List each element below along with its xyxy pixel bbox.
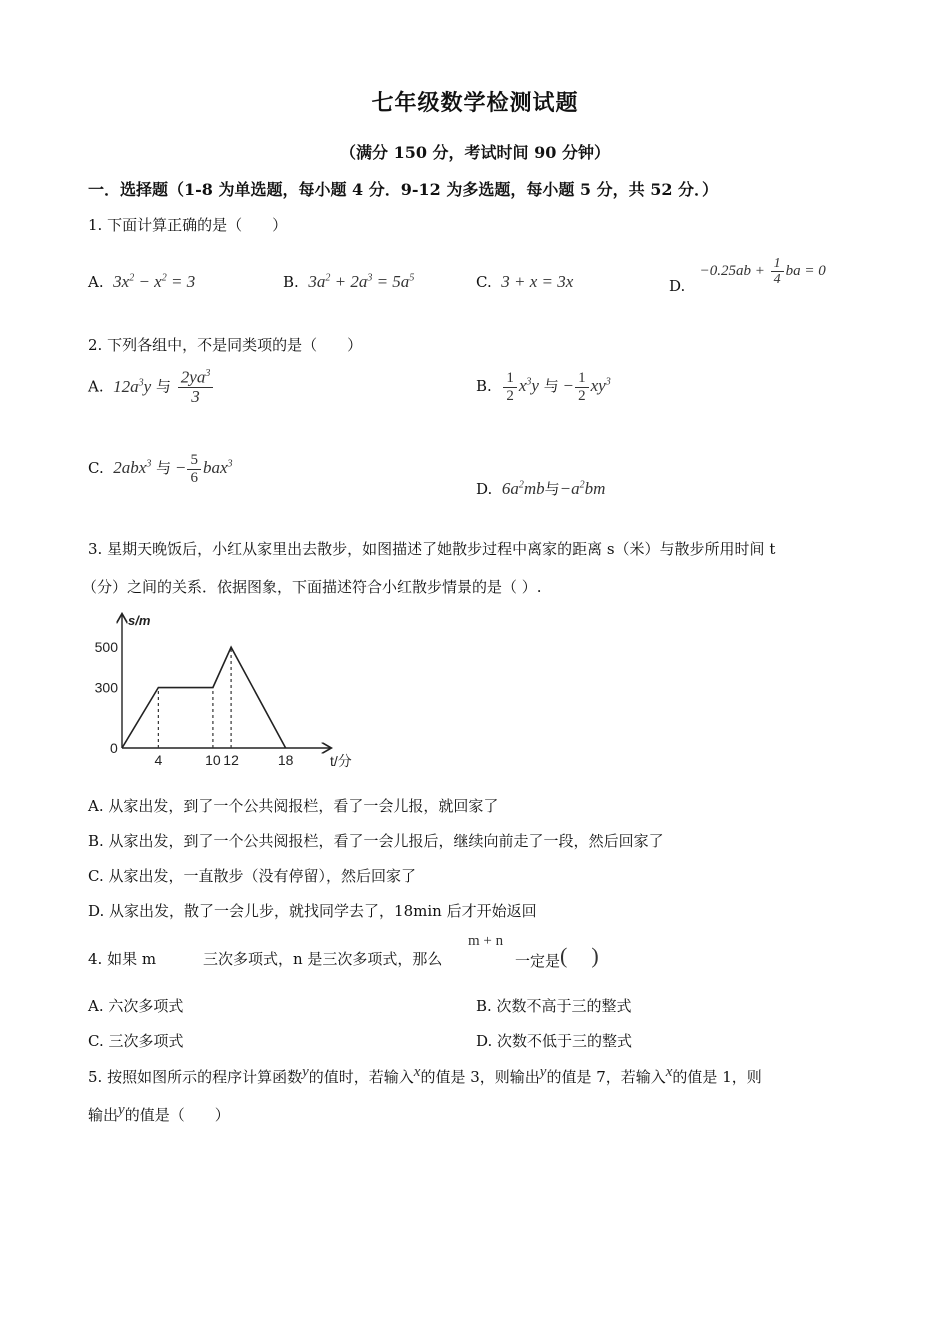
q4-option-b: B. 次数不高于三的整式: [476, 997, 632, 1015]
q2-option-a: A. $12a^3y$ 与 $\frac{2ya^3}{3}$: [88, 368, 215, 407]
question-1-stem: 1. 下面计算正确的是（ ）: [88, 216, 288, 234]
chart-y-tick-label: 300: [94, 679, 118, 696]
chart-x-tick-label: 18: [277, 752, 294, 768]
q1-option-b: B. $3a^2 + 2a^3 = 5a^5$: [283, 272, 415, 291]
q4-option-a: A. 六次多项式: [88, 997, 184, 1015]
chart-y-tick-label: 500: [94, 639, 118, 656]
q2-option-b: B. $\frac{1}{2}$ $x^3y$ 与 − $\frac{1}{2}$ $xy^3$: [476, 370, 611, 404]
chart-x-label: t/分: [330, 753, 352, 769]
chart-origin-label: 0: [110, 740, 118, 756]
q1-option-a: A. $3x^2 - x^2 = 3$: [88, 272, 196, 291]
page-title: 七年级数学检测试题: [371, 90, 579, 116]
q3-distance-time-chart: [80, 600, 360, 780]
section-heading: 一．选择题（1-8 为单选题，每小题 4 分．9-12 为多选题，每小题 5 分，共 52 分．）: [88, 180, 719, 199]
chart-x-tick-label: 4: [154, 752, 163, 768]
chart-series-line: [122, 647, 286, 748]
q2-option-d: D. $6a^2mb$与$-a^2bm$: [476, 479, 606, 498]
question-4-expr: m + n: [468, 933, 504, 949]
question-3-stem-line2: （分）之间的关系．依据图象，下面描述符合小红散步情景的是（ ）.: [82, 578, 542, 596]
q3-option-b: B. 从家出发，到了一个公共阅报栏，看了一会儿报后，继续向前走了一段，然后回家了: [88, 832, 664, 850]
question-5-line2: 输出y的值是（ ）: [88, 1102, 230, 1124]
q3-option-d: D. 从家出发，散了一会儿步，就找同学去了，18min 后才开始返回: [88, 902, 537, 920]
question-4-stem-c: 一定是( ): [515, 943, 599, 970]
chart-y-label: s/m: [128, 613, 151, 628]
q1-option-c: C. 3 + x = 3x: [476, 272, 574, 291]
q3-option-c: C. 从家出发，一直散步（没有停留），然后回家了: [88, 867, 416, 885]
q2-option-c: C. 2abx$^3$ 与 − $\frac{5}{6}$ bax$^3$: [88, 452, 233, 486]
question-3-stem-line1: 3. 星期天晚饭后，小红从家里出去散步，如图描述了她散步过程中离家的距离 s（米）与散步所用时间 t: [88, 540, 776, 558]
question-4-stem-a: 4. 如果 m: [88, 950, 157, 968]
q4-option-c: C. 三次多项式: [88, 1032, 184, 1050]
question-5-line1: 5. 按照如图所示的程序计算函数y的值时，若输入x的值是 3，则输出y的值是 7，若输入x的值是 1，则: [88, 1064, 762, 1086]
q1-option-d: D. −0.25ab + $\frac{1}{4}$ ba = 0: [669, 256, 826, 296]
q3-option-a: A. 从家出发，到了一个公共阅报栏，看了一会儿报，就回家了: [88, 797, 499, 815]
chart-x-tick-label: 12: [223, 752, 239, 768]
question-2-stem: 2. 下列各组中，不是同类项的是（ ）: [88, 336, 363, 354]
question-4-stem-b: 三次多项式，n 是三次多项式，那么: [203, 950, 443, 968]
q4-option-d: D. 次数不低于三的整式: [476, 1032, 633, 1050]
page-subtitle: （满分 150 分，考试时间 90 分钟）: [340, 143, 610, 162]
chart-x-tick-label: 10: [205, 752, 221, 768]
